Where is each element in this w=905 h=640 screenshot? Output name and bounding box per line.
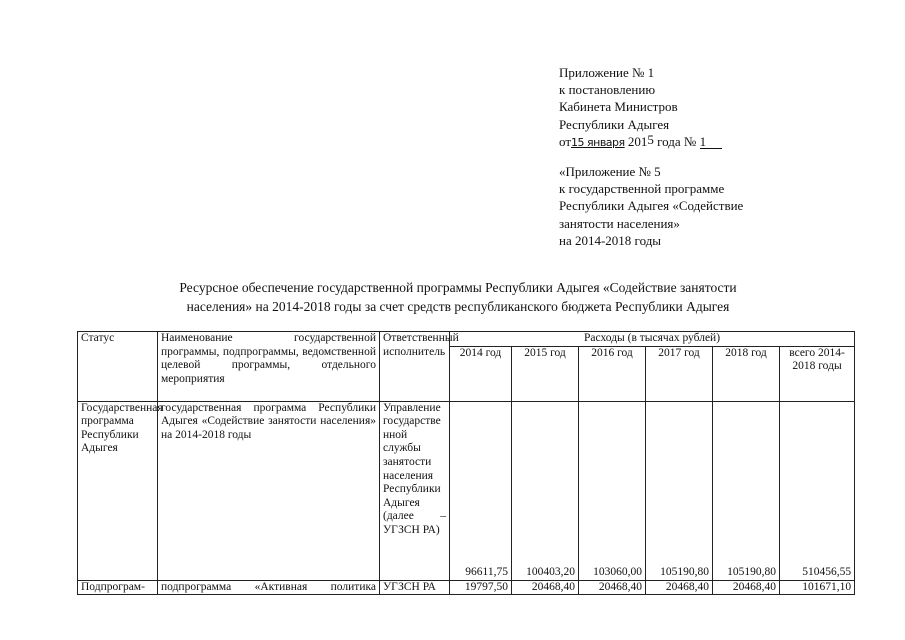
appendix-1-line: Республики Адыгея — [559, 116, 670, 132]
document-title-line-2: населения» на 2014-2018 годы за счет средств республиканского бюджета Республики Адыгея — [186, 298, 730, 314]
document-title — [118, 279, 798, 316]
row-value-2017: 105190,80 — [646, 401, 713, 580]
decree-number: 1 — [700, 135, 722, 149]
header-year-2014: 2014 год — [450, 346, 512, 401]
appendix-1-line: к постановлению — [559, 82, 656, 98]
row-value-2016: 103060,00 — [579, 401, 646, 580]
row-value-2014: 96611,75 — [450, 401, 512, 580]
header-year-2016: 2016 год — [579, 346, 646, 401]
row-value-2016: 20468,40 — [579, 580, 646, 595]
row-value-2014: 19797,50 — [450, 580, 512, 595]
row-status: Государственная программа Республики Адыгея — [78, 401, 158, 580]
row-value-total: 510456,55 — [780, 401, 855, 580]
appendix-1-date-line — [559, 133, 722, 151]
header-status: Статус — [78, 332, 158, 402]
date-year-prefix: 201 — [627, 133, 648, 149]
row-value-total: 101671,10 — [780, 580, 855, 595]
row-name: государственная программа Республики Адыгея «Содействие занятости населения» на 2014-2018 годы — [158, 401, 380, 580]
appendix-5-line: на 2014-2018 годы — [559, 232, 662, 248]
row-value-2015: 20468,40 — [512, 580, 579, 595]
header-responsible: Ответственный исполнитель — [380, 332, 450, 402]
row-name: подпрограмма «Активная политика — [158, 580, 380, 595]
row-value-2018: 20468,40 — [713, 580, 780, 595]
appendix-5-block — [559, 163, 743, 249]
resource-table — [77, 331, 855, 595]
appendix-5-line: к государственной программе — [559, 181, 725, 197]
appendix-5-line: занятости населения» — [559, 215, 680, 231]
appendix-1-line: Кабинета Министров — [559, 99, 678, 115]
table-row — [78, 401, 855, 580]
header-year-2015: 2015 год — [512, 346, 579, 401]
appendix-5-line: Республики Адыгея «Содействие — [559, 198, 744, 214]
table-row — [78, 580, 855, 595]
date-prefix: от — [559, 133, 572, 149]
row-value-2015: 100403,20 — [512, 401, 579, 580]
document-title-line-1: Ресурсное обеспечение государственной программы Республики Адыгея «Содействие занятости — [179, 280, 737, 295]
header-expenses: Расходы (в тысячах рублей) — [450, 332, 855, 347]
header-total: всего 2014-2018 годы — [780, 346, 855, 401]
row-value-2018: 105190,80 — [713, 401, 780, 580]
appendix-5-line: «Приложение № 5 — [559, 164, 661, 179]
header-year-2017: 2017 год — [646, 346, 713, 401]
row-responsible: Управление государственной службы занятости населения Республики Адыгея (далее – УГЗСН РА) — [380, 401, 450, 580]
date-day-month: 15 января — [571, 135, 625, 149]
row-responsible: УГЗСН РА — [380, 580, 450, 595]
date-year-suffix: 5 — [647, 131, 654, 147]
row-status: Подпрограм- — [78, 580, 158, 595]
row-value-2017: 20468,40 — [646, 580, 713, 595]
appendix-1-block — [559, 64, 722, 151]
header-year-2018: 2018 год — [713, 346, 780, 401]
header-name: Наименование государственной программы, подпрограммы, ведомственной целевой программы, отдельного мероприятия — [158, 332, 380, 402]
table-header-row — [78, 332, 855, 347]
date-middle: года № — [653, 133, 700, 149]
appendix-1-line: Приложение № 1 — [559, 65, 655, 80]
